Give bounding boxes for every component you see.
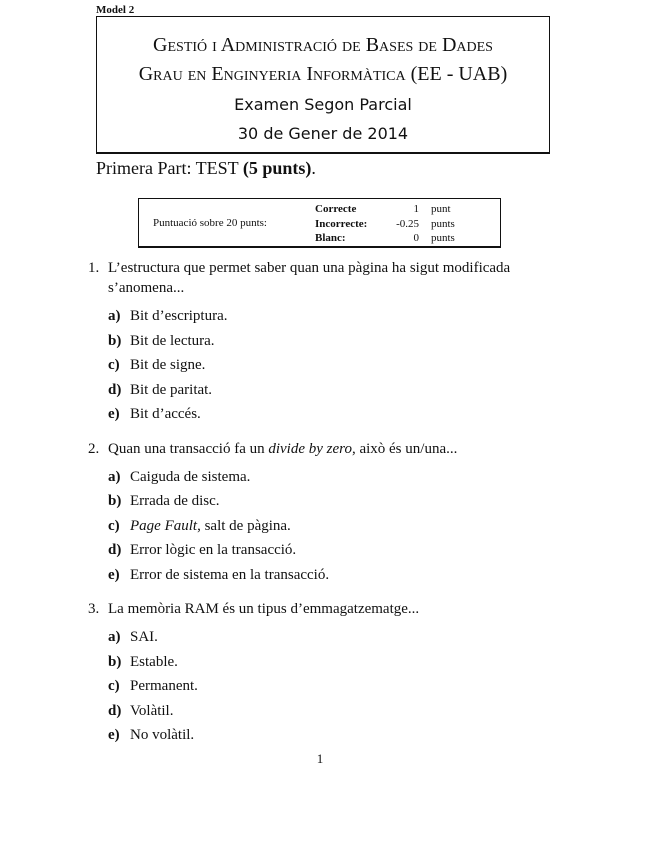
model-label: Model 2 xyxy=(96,4,135,16)
course-title: Gestió i Administració de Bases de Dades xyxy=(153,34,493,56)
option-text: Bit de lectura. xyxy=(130,332,215,349)
scoring-unit: punts xyxy=(431,217,455,230)
option-text: Caiguda de sistema. xyxy=(130,468,251,485)
option-d xyxy=(108,538,578,563)
exam-date: 30 de Gener de 2014 xyxy=(237,124,409,143)
option-d xyxy=(108,378,578,403)
option-e xyxy=(108,723,578,748)
question-number: 1. xyxy=(88,260,100,276)
scoring-row-correct xyxy=(315,202,455,217)
option-label: d) xyxy=(108,702,122,719)
option-e xyxy=(108,563,578,588)
option-a xyxy=(108,465,578,490)
scoring-key: Correcte xyxy=(315,203,357,215)
option-b xyxy=(108,329,578,354)
option-label: c) xyxy=(108,517,120,534)
option-text: Volàtil. xyxy=(130,702,174,719)
option-list xyxy=(108,625,578,748)
option-label: e) xyxy=(108,406,120,422)
option-text: Error de sistema en la transacció. xyxy=(130,566,330,583)
option-label: b) xyxy=(108,653,122,670)
scoring-value: -0.25 xyxy=(396,217,419,230)
option-label: a) xyxy=(108,629,121,645)
scoring-row-incorrect xyxy=(315,217,455,232)
question-text-emphasis: divide by zero xyxy=(268,440,352,457)
option-c xyxy=(108,514,578,539)
part-heading xyxy=(96,158,316,179)
option-text: Estable. xyxy=(130,653,178,670)
question-2 xyxy=(88,439,578,588)
question-list xyxy=(88,258,578,748)
scoring-key: Blanc: xyxy=(315,232,346,244)
question-number: 2. xyxy=(88,440,100,457)
part-suffix: . xyxy=(311,158,316,178)
option-text: Bit d’escriptura. xyxy=(130,308,228,324)
option-label: c) xyxy=(108,357,120,373)
option-a xyxy=(108,625,578,650)
option-text: Bit de paritat. xyxy=(130,381,213,398)
scoring-unit: punt xyxy=(431,203,451,215)
question-text-after: , això és un/una... xyxy=(351,440,458,457)
page-number: 1 xyxy=(316,751,324,766)
scoring-box xyxy=(138,198,501,248)
option-d xyxy=(108,699,578,724)
question-1 xyxy=(88,258,578,427)
question-3 xyxy=(88,599,578,748)
question-number: 3. xyxy=(88,601,100,617)
part-points: (5 punts) xyxy=(242,158,312,178)
option-label: b) xyxy=(108,332,122,349)
option-text: Bit de signe. xyxy=(130,357,206,373)
option-label: c) xyxy=(108,678,120,694)
option-c xyxy=(108,353,578,378)
scoring-unit: punts xyxy=(431,232,455,244)
option-a xyxy=(108,304,578,329)
scoring-label: Puntuació sobre 20 punts: xyxy=(153,217,267,229)
option-label: a) xyxy=(108,308,121,324)
scoring-key: Incorrecte: xyxy=(315,217,368,230)
option-c xyxy=(108,674,578,699)
option-text: No volàtil. xyxy=(130,727,195,743)
option-b xyxy=(108,650,578,675)
exam-title: Examen Segon Parcial xyxy=(234,95,412,114)
option-text: Error lògic en la transacció. xyxy=(130,542,297,558)
scoring-value: 1 xyxy=(413,203,419,215)
option-text: SAI. xyxy=(130,629,158,645)
option-label: e) xyxy=(108,566,120,583)
scoring-value: 0 xyxy=(413,232,419,244)
part-prefix: Primera Part: TEST xyxy=(96,158,243,178)
option-list xyxy=(108,304,578,427)
question-text: L’estructura que permet saber quan una pàgina ha sigut modificada s’anomena... xyxy=(108,260,511,296)
option-e xyxy=(108,402,578,427)
title-box xyxy=(96,16,550,154)
scoring-table xyxy=(315,202,455,246)
option-label: d) xyxy=(108,381,122,398)
option-text: Errada de disc. xyxy=(130,493,220,509)
option-list xyxy=(108,465,578,588)
option-label: a) xyxy=(108,468,121,485)
question-text-before: Quan una transacció fa un xyxy=(108,440,269,457)
question-text xyxy=(108,439,578,459)
option-text: Permanent. xyxy=(130,678,198,694)
option-b xyxy=(108,489,578,514)
question-text: La memòria RAM és un tipus d’emmagatzematge... xyxy=(108,601,420,617)
option-label: d) xyxy=(108,542,122,558)
option-label: e) xyxy=(108,727,120,743)
option-label: b) xyxy=(108,493,122,509)
scoring-row-blank xyxy=(315,231,455,246)
degree-title: Grau en Enginyeria Informàtica (EE - UAB) xyxy=(138,63,508,85)
option-emphasis: Page Fault xyxy=(130,517,198,534)
option-text: Bit d’accés. xyxy=(130,406,201,422)
option-text: , salt de pàgina. xyxy=(197,517,291,534)
